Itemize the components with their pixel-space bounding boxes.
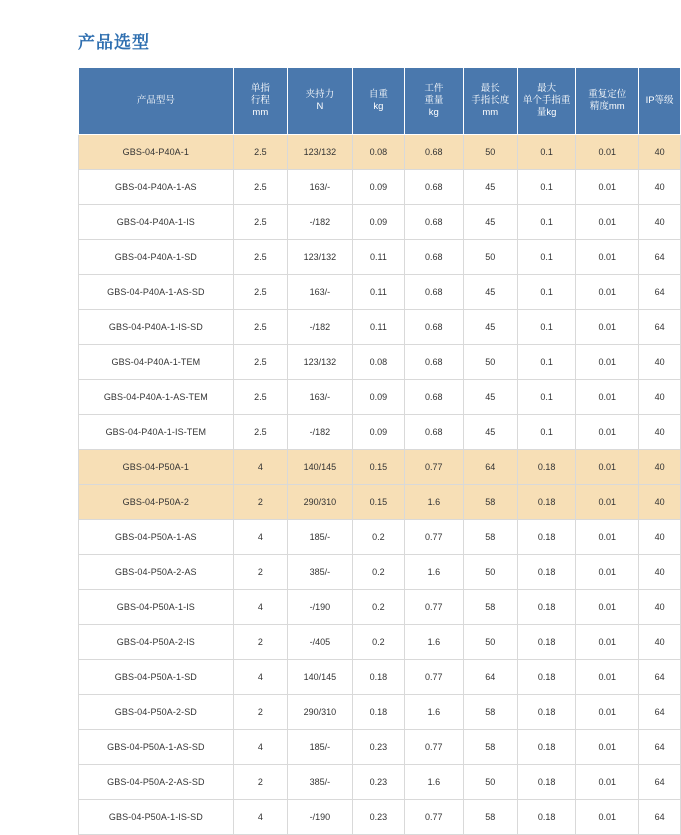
table-cell: 45: [463, 310, 517, 345]
table-cell: 0.23: [352, 765, 404, 800]
table-cell: 185/-: [288, 520, 353, 555]
table-cell: 290/310: [288, 485, 353, 520]
table-cell: 0.11: [352, 275, 404, 310]
table-cell: 40: [639, 450, 681, 485]
cell-model: GBS-04-P40A-1-IS-SD: [79, 310, 234, 345]
cell-model: GBS-04-P50A-2-AS: [79, 555, 234, 590]
table-cell: -/190: [288, 590, 353, 625]
table-cell: 4: [233, 520, 287, 555]
table-cell: 0.08: [352, 345, 404, 380]
table-cell: 0.09: [352, 380, 404, 415]
table-cell: 185/-: [288, 730, 353, 765]
table-cell: 40: [639, 485, 681, 520]
column-header-1: 单指 行程 mm: [233, 68, 287, 135]
table-cell: 0.01: [576, 800, 639, 835]
table-cell: 290/310: [288, 695, 353, 730]
table-cell: 40: [639, 625, 681, 660]
table-cell: 2.5: [233, 415, 287, 450]
table-cell: 64: [639, 695, 681, 730]
column-header-0: 产品型号: [79, 68, 234, 135]
table-cell: 58: [463, 695, 517, 730]
table-row: [79, 380, 681, 415]
product-selection-table: [78, 67, 681, 835]
cell-model: GBS-04-P50A-1-AS-SD: [79, 730, 234, 765]
table-cell: 0.18: [517, 660, 576, 695]
table-cell: 0.68: [405, 345, 464, 380]
table-cell: 0.68: [405, 380, 464, 415]
table-cell: 50: [463, 240, 517, 275]
table-cell: 0.68: [405, 205, 464, 240]
table-body: [79, 135, 681, 835]
table-cell: 2.5: [233, 135, 287, 170]
table-cell: 0.68: [405, 240, 464, 275]
left-margin: [0, 0, 58, 732]
table-cell: 0.2: [352, 555, 404, 590]
table-cell: 40: [639, 415, 681, 450]
table-cell: 40: [639, 205, 681, 240]
table-row: [79, 695, 681, 730]
column-header-3: 自重 kg: [352, 68, 404, 135]
table-row: [79, 520, 681, 555]
table-cell: 50: [463, 135, 517, 170]
cell-model: GBS-04-P40A-1-SD: [79, 240, 234, 275]
table-cell: 0.01: [576, 415, 639, 450]
table-cell: 0.77: [405, 800, 464, 835]
table-row: [79, 590, 681, 625]
column-header-5: 最长 手指长度 mm: [463, 68, 517, 135]
table-cell: 0.77: [405, 450, 464, 485]
table-cell: 0.18: [517, 800, 576, 835]
table-row: [79, 730, 681, 765]
table-cell: 0.1: [517, 205, 576, 240]
table-cell: 0.68: [405, 275, 464, 310]
column-header-6: 最大 单个手指重 量kg: [517, 68, 576, 135]
table-header-row: [79, 68, 681, 135]
table-cell: 64: [463, 660, 517, 695]
cell-model: GBS-04-P40A-1-IS: [79, 205, 234, 240]
table-cell: 0.18: [517, 765, 576, 800]
table-cell: 0.01: [576, 625, 639, 660]
table-cell: 1.6: [405, 555, 464, 590]
cell-model: GBS-04-P50A-2-AS-SD: [79, 765, 234, 800]
table-cell: 40: [639, 555, 681, 590]
table-cell: 2.5: [233, 310, 287, 345]
table-cell: 64: [639, 275, 681, 310]
table-cell: -/182: [288, 415, 353, 450]
table-cell: 2: [233, 485, 287, 520]
table-cell: 45: [463, 275, 517, 310]
table-cell: 64: [639, 730, 681, 765]
cell-model: GBS-04-P50A-1-AS: [79, 520, 234, 555]
table-cell: 58: [463, 730, 517, 765]
table-cell: 45: [463, 205, 517, 240]
table-cell: 0.01: [576, 170, 639, 205]
table-cell: 2.5: [233, 170, 287, 205]
table-cell: 58: [463, 520, 517, 555]
table-cell: 0.23: [352, 730, 404, 765]
table-row: [79, 765, 681, 800]
table-cell: 0.68: [405, 415, 464, 450]
table-cell: 163/-: [288, 170, 353, 205]
content-area: [78, 0, 681, 835]
table-cell: 4: [233, 590, 287, 625]
table-cell: 0.08: [352, 135, 404, 170]
table-cell: 0.1: [517, 345, 576, 380]
table-cell: 0.09: [352, 415, 404, 450]
table-cell: 50: [463, 555, 517, 590]
table-cell: 140/145: [288, 660, 353, 695]
table-cell: 0.01: [576, 695, 639, 730]
table-row: [79, 415, 681, 450]
table-cell: 4: [233, 660, 287, 695]
page-title: 产品选型: [78, 33, 150, 52]
table-cell: 2: [233, 625, 287, 660]
table-cell: 0.1: [517, 275, 576, 310]
table-row: [79, 625, 681, 660]
table-cell: 40: [639, 590, 681, 625]
table-row: [79, 205, 681, 240]
table-row: [79, 170, 681, 205]
table-cell: 2.5: [233, 240, 287, 275]
table-cell: 4: [233, 450, 287, 485]
table-cell: 0.1: [517, 380, 576, 415]
cell-model: GBS-04-P50A-1-SD: [79, 660, 234, 695]
table-row: [79, 485, 681, 520]
table-cell: 50: [463, 765, 517, 800]
table-cell: 0.1: [517, 310, 576, 345]
table-cell: 0.1: [517, 170, 576, 205]
table-cell: 0.18: [517, 625, 576, 660]
table-cell: -/182: [288, 205, 353, 240]
cell-model: GBS-04-P50A-2-SD: [79, 695, 234, 730]
table-cell: 0.1: [517, 240, 576, 275]
table-cell: 40: [639, 380, 681, 415]
table-cell: 1.6: [405, 625, 464, 660]
table-cell: 1.6: [405, 485, 464, 520]
table-cell: 2.5: [233, 345, 287, 380]
table-cell: 58: [463, 800, 517, 835]
table-cell: 0.01: [576, 135, 639, 170]
table-cell: 0.2: [352, 590, 404, 625]
table-cell: 45: [463, 380, 517, 415]
table-cell: -/182: [288, 310, 353, 345]
table-cell: 0.09: [352, 170, 404, 205]
table-cell: 58: [463, 485, 517, 520]
table-cell: 64: [639, 765, 681, 800]
table-cell: 40: [639, 135, 681, 170]
column-header-4: 工件 重量 kg: [405, 68, 464, 135]
table-cell: 2.5: [233, 205, 287, 240]
table-cell: 64: [639, 800, 681, 835]
table-row: [79, 450, 681, 485]
table-cell: 0.01: [576, 380, 639, 415]
table-cell: 0.01: [576, 520, 639, 555]
table-cell: 0.23: [352, 800, 404, 835]
cell-model: GBS-04-P40A-1-TEM: [79, 345, 234, 380]
cell-model: GBS-04-P40A-1: [79, 135, 234, 170]
table-cell: 0.2: [352, 520, 404, 555]
table-cell: 2: [233, 695, 287, 730]
table-cell: 1.6: [405, 765, 464, 800]
table-cell: 0.77: [405, 590, 464, 625]
table-cell: 0.09: [352, 205, 404, 240]
table-cell: 45: [463, 170, 517, 205]
table-cell: 123/132: [288, 240, 353, 275]
table-cell: 64: [639, 660, 681, 695]
table-row: [79, 135, 681, 170]
table-cell: 0.77: [405, 660, 464, 695]
table-cell: 0.15: [352, 485, 404, 520]
table-cell: 0.01: [576, 205, 639, 240]
cell-model: GBS-04-P50A-2: [79, 485, 234, 520]
table-cell: 2.5: [233, 275, 287, 310]
cell-model: GBS-04-P40A-1-IS-TEM: [79, 415, 234, 450]
table-cell: 40: [639, 345, 681, 380]
table-cell: 4: [233, 800, 287, 835]
table-cell: 4: [233, 730, 287, 765]
table-row: [79, 310, 681, 345]
table-cell: 40: [639, 170, 681, 205]
table-cell: 0.01: [576, 730, 639, 765]
table-cell: 64: [639, 310, 681, 345]
table-row: [79, 800, 681, 835]
table-cell: 0.18: [517, 520, 576, 555]
table-cell: 0.18: [352, 695, 404, 730]
table-cell: 0.01: [576, 555, 639, 590]
table-cell: 0.18: [517, 555, 576, 590]
table-cell: 2: [233, 765, 287, 800]
table-cell: 0.18: [517, 730, 576, 765]
table-cell: 385/-: [288, 555, 353, 590]
table-cell: -/190: [288, 800, 353, 835]
column-header-8: IP等级: [639, 68, 681, 135]
table-cell: 0.18: [517, 590, 576, 625]
table-cell: 0.1: [517, 135, 576, 170]
table-cell: 0.18: [517, 695, 576, 730]
table-cell: 385/-: [288, 765, 353, 800]
table-cell: 0.01: [576, 765, 639, 800]
table-cell: 0.01: [576, 660, 639, 695]
cell-model: GBS-04-P50A-1-IS: [79, 590, 234, 625]
table-cell: 0.01: [576, 590, 639, 625]
table-cell: 123/132: [288, 135, 353, 170]
table-row: [79, 240, 681, 275]
table-cell: 50: [463, 345, 517, 380]
table-cell: 64: [639, 240, 681, 275]
table-cell: 58: [463, 590, 517, 625]
table-cell: 0.68: [405, 170, 464, 205]
table-cell: 64: [463, 450, 517, 485]
table-cell: 2: [233, 555, 287, 590]
table-cell: 0.01: [576, 240, 639, 275]
table-cell: 40: [639, 520, 681, 555]
table-cell: 140/145: [288, 450, 353, 485]
table-cell: 0.18: [517, 450, 576, 485]
column-header-7: 重复定位 精度mm: [576, 68, 639, 135]
table-cell: 0.77: [405, 520, 464, 555]
table-cell: 123/132: [288, 345, 353, 380]
table-row: [79, 555, 681, 590]
cell-model: GBS-04-P40A-1-AS: [79, 170, 234, 205]
table-cell: 0.68: [405, 135, 464, 170]
table-cell: -/405: [288, 625, 353, 660]
table-cell: 163/-: [288, 275, 353, 310]
table-cell: 45: [463, 415, 517, 450]
cell-model: GBS-04-P40A-1-AS-SD: [79, 275, 234, 310]
table-cell: 0.01: [576, 345, 639, 380]
column-header-2: 夹持力 N: [288, 68, 353, 135]
cell-model: GBS-04-P40A-1-AS-TEM: [79, 380, 234, 415]
table-cell: 0.68: [405, 310, 464, 345]
table-row: [79, 345, 681, 380]
table-header: [79, 68, 681, 135]
table-cell: 2.5: [233, 380, 287, 415]
table-cell: 50: [463, 625, 517, 660]
table-cell: 163/-: [288, 380, 353, 415]
table-row: [79, 275, 681, 310]
cell-model: GBS-04-P50A-1: [79, 450, 234, 485]
table-cell: 0.01: [576, 450, 639, 485]
table-cell: 0.2: [352, 625, 404, 660]
table-cell: 0.18: [352, 660, 404, 695]
table-row: [79, 660, 681, 695]
cell-model: GBS-04-P50A-1-IS-SD: [79, 800, 234, 835]
table-cell: 0.18: [517, 485, 576, 520]
table-cell: 0.15: [352, 450, 404, 485]
table-cell: 0.11: [352, 310, 404, 345]
cell-model: GBS-04-P50A-2-IS: [79, 625, 234, 660]
table-cell: 0.01: [576, 485, 639, 520]
table-cell: 0.1: [517, 415, 576, 450]
table-cell: 0.01: [576, 275, 639, 310]
table-cell: 0.77: [405, 730, 464, 765]
table-cell: 0.01: [576, 310, 639, 345]
table-cell: 1.6: [405, 695, 464, 730]
table-cell: 0.11: [352, 240, 404, 275]
